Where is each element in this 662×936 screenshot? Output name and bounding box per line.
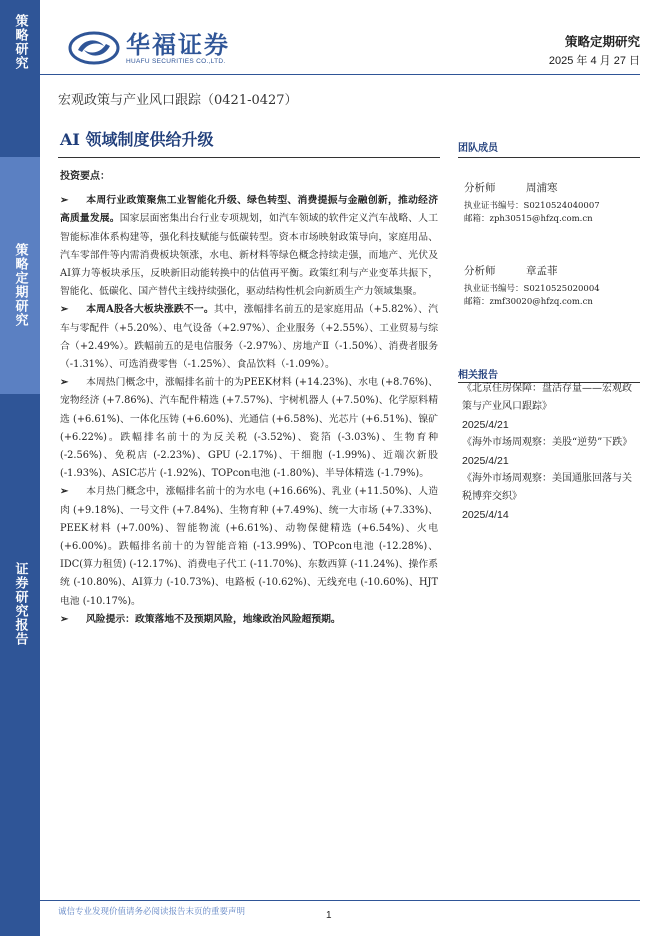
left-sidebar [0, 0, 40, 936]
paragraph-sectors [60, 301, 438, 374]
logo-chinese-name: 华福证券 [126, 29, 230, 59]
email-label: 邮箱： [464, 297, 490, 307]
bullet-icon: ➢ [60, 195, 69, 207]
footer-divider [40, 900, 640, 901]
related-report-date: 2025/4/21 [462, 419, 509, 431]
logo-english-name: HUAFU SECURITIES CO.,LTD. [126, 57, 226, 65]
paragraph-monthly-concepts [60, 483, 438, 610]
investment-highlights [60, 168, 438, 629]
team-heading: 团队成员 [458, 143, 498, 154]
page-number: 1 [326, 910, 332, 921]
bullet-icon: ➢ [60, 304, 69, 316]
cert-number: S0210525020004 [523, 284, 600, 294]
related-report-title[interactable]: 《北京住房保障：盘活存量——宏观政策与产业风口跟踪》 [462, 383, 632, 412]
report-subtitle: 宏观政策与产业风口跟踪（0421-0427） [58, 93, 298, 108]
sidebar-segment-middle [0, 157, 40, 394]
analyst-name: 章孟菲 [526, 265, 558, 277]
title-divider [58, 157, 440, 158]
related-reports-heading: 相关报告 [458, 370, 498, 381]
analyst-role: 分析师 [464, 182, 496, 194]
related-report-date: 2025/4/21 [462, 455, 509, 467]
paragraph-risk [60, 611, 438, 629]
email-label: 邮箱： [464, 214, 490, 224]
company-logo [68, 28, 230, 68]
sidebar-label-bottom: 证券研究报告 [12, 562, 28, 646]
report-title: AI 领域制度供给升级 [60, 130, 214, 149]
sidebar-segment-top [0, 0, 40, 157]
related-report-title[interactable]: 《海外市场周观察：美股“逆势”下跌》 [462, 437, 633, 448]
paragraph-body: 其中，涨幅排名前五的是家庭用品（+5.82%）、汽车与零配件（+5.20%）、电气设备（+2.97%）、企业服务（+2.55%）、工业贸易与综合（+2.49%）。跌幅前五的是电信服务（-2.97%）、房地产Ⅱ（-1.50%）、消费者服务（-1.31%）、可选消费零售（-1.25%）、食品饮料（-1.09%）。 [60, 304, 438, 371]
related-report-date: 2025/4/14 [462, 509, 509, 521]
analyst-card [464, 180, 600, 226]
paragraph-body: 国家层面密集出台行业专项规划，如汽车领域的软件定义汽车战略、人工智能标准体系构建等，强化科技赋能与低碳转型。资本市场映射政策导向，家庭用品、汽车零部件等内需消费板块领涨，水电、新材料等绿色概念持续走强，而地产、光伏及AI算力等板块承压，反映新旧动能转换中的估值再平衡。政策红利与产业变革共振下，智能化、低碳化、国产替代主线持续强化，驱动结构性机会向新质生产力领域集聚。 [60, 213, 439, 298]
paragraph-weekly-concepts [60, 374, 438, 483]
paragraph-policy [60, 192, 438, 301]
cert-label: 执业证书编号： [464, 284, 524, 294]
sidebar-segment-bottom [0, 394, 40, 936]
team-divider [458, 157, 640, 158]
related-report-item[interactable] [462, 470, 640, 524]
analyst-role: 分析师 [464, 265, 496, 277]
related-reports-list [462, 380, 640, 524]
footer-disclaimer: 诚信专业发现价值请务必阅读报告末页的重要声明 [58, 907, 246, 917]
cert-number: S0210524040007 [523, 201, 600, 211]
analyst-email[interactable]: zmf30020@hfzq.com.cn [489, 297, 593, 307]
paragraph-lead: 风险提示：政策落地不及预期风险，地缘政治风险超预期。 [86, 613, 341, 625]
analyst-name: 周浦寒 [526, 182, 558, 194]
paragraph-body: 本周热门概念中，涨幅排名前十的为PEEK材料 (+14.23%)、水电 (+8.76%)、宠物经济 (+7.86%)、汽车配件精选 (+7.57%)、宇树机器人 (+7.50%)、化学原料精选 (+6.61%)、一体化压铸 (+6.60%)、光通信 (+6.58%)、光芯片 (+6.51%)、镍矿 (+6.22%)。跌幅排名前十的为反关税 (-3.52%)、瓷箔 (-3.03%)、生物育种 (-2.56%)、免税店 (-2.23%)、GPU (-2.17%)、干细胞 (-1.99%)、近端次新股 (-1.93%)、ASIC芯片 (-1.92%)、TOPcon电池 (-1.80%)、半导体精选 (-1.79%)。 [60, 377, 438, 480]
header-divider [40, 74, 640, 75]
analyst-card [464, 263, 600, 309]
related-report-item[interactable] [462, 380, 640, 434]
paragraph-lead: 本周A股各大板块涨跌不一。 [86, 304, 214, 316]
cert-label: 执业证书编号： [464, 201, 524, 211]
related-report-item[interactable] [462, 434, 640, 470]
sidebar-label-top: 策略研究 [12, 14, 28, 70]
bullet-icon: ➢ [60, 377, 69, 389]
section-heading: 投资要点： [60, 171, 110, 182]
sidebar-label-middle: 策略定期研究 [12, 243, 28, 327]
logo-emblem-icon [68, 30, 120, 66]
document-type: 策略定期研究 [564, 34, 640, 49]
analyst-email[interactable]: zph30515@hfzq.com.cn [489, 214, 593, 224]
report-date: 2025 年 4 月 27 日 [548, 55, 640, 67]
paragraph-body: 本月热门概念中，涨幅排名前十的为水电 (+16.66%)、乳业 (+11.50%)、人造肉 (+9.18%)、一号文件 (+7.84%)、生物育种 (+7.49%)、统一大市场 (+7.33%)、PEEK材料 (+7.00%)、智能物流 (+6.61%)、动物保健精选 (+6.54%)、火电 (+6.00%)。跌幅排名前十的为智能音箱 (-13.99%)、TOPcon电池 (-12.28%)、IDC(算力租赁) (-12.17%)、消费电子代工 (-11.70%)、东数西算 (-11.24%)、操作系统 (-10.80%)、AI算力 (-10.73%)、电路板 (-10.62%)、无线充电 (-10.60%)、HJT电池 (-10.17%)。 [60, 486, 438, 607]
bullet-icon: ➢ [60, 613, 69, 625]
related-report-title[interactable]: 《海外市场周观察：美国通胀回落与关税博弈交织》 [462, 473, 632, 502]
paragraph-lead: 本周行业政策聚焦工业智能化升级、绿色转型、消费提振与金融创新，推动经济高质量发展。 [60, 195, 438, 225]
bullet-icon: ➢ [60, 486, 69, 498]
